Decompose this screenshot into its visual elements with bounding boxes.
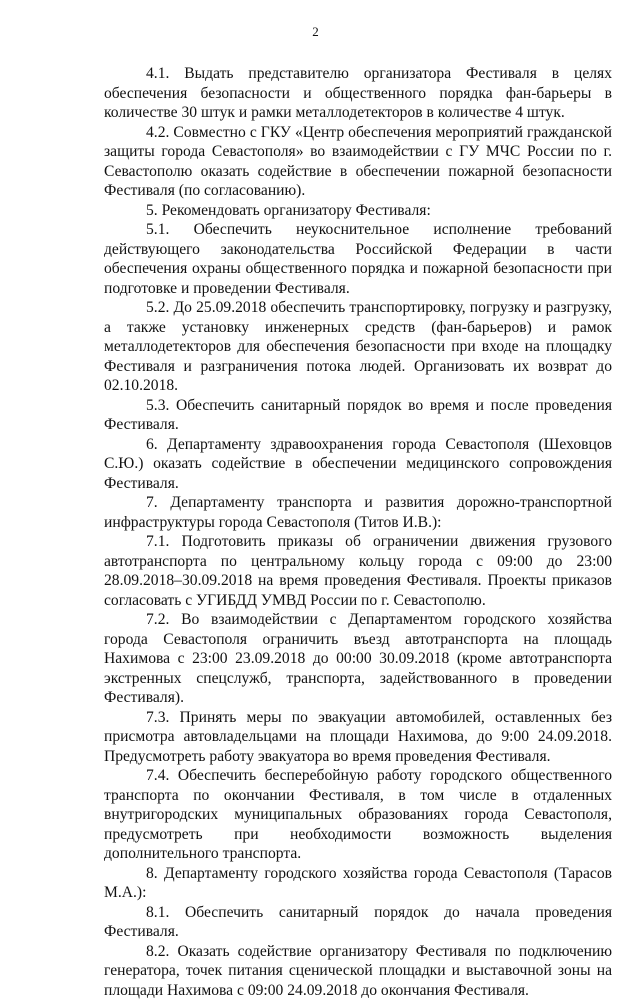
paragraph-6: 6. Департаменту здравоохранения города Севастополя (Шеховцов С.Ю.) оказать содействие в обеспечении медицинского сопровождения Фестиваля. [104, 435, 612, 494]
paragraph-8: 8. Департаменту городского хозяйства города Севастополя (Тарасов М.А.): [104, 864, 612, 903]
paragraph-5-2: 5.2. До 25.09.2018 обеспечить транспортировку, погрузку и разгрузку, а также установку инженерных средств (фан-барьеров) и рамок металлодетекторов для обеспечения безопасности при входе на площадку Фестиваля и разграничения потока людей. Организовать их возврат до 02.10.2018. [104, 298, 612, 396]
paragraph-7-2: 7.2. Во взаимодействии с Департаментом городского хозяйства города Севастополя ограничить въезд автотранспорта на площадь Нахимова с 23:00 23.09.2018 до 00:00 30.09.2018 (кроме автотранспорта экстренных спецслужб, транспорта, задействованного в проведении Фестиваля). [104, 610, 612, 708]
paragraph-4-1: 4.1. Выдать представителю организатора Фестиваля в целях обеспечения безопасности и общественного порядка фан-барьеры в количестве 30 штук и рамки металлодетекторов в количестве 4 штук. [104, 64, 612, 123]
paragraph-7-4: 7.4. Обеспечить бесперебойную работу городского общественного транспорта по окончании Фестиваля, в том числе в отдаленных внутригородских муниципальных образованиях города Севастополя, предусмотреть при необходимости возможность выделения дополнительного транспорта. [104, 766, 612, 864]
paragraph-4-2: 4.2. Совместно с ГКУ «Центр обеспечения мероприятий гражданской защиты города Севастополя» во взаимодействии с ГУ МЧС России по г. Севастополю оказать содействие в обеспечении пожарной безопасности Фестиваля (по согласованию). [104, 123, 612, 201]
paragraph-8-1: 8.1. Обеспечить санитарный порядок до начала проведения Фестиваля. [104, 903, 612, 942]
document-body [104, 64, 612, 1000]
paragraph-8-2: 8.2. Оказать содействие организатору Фестиваля по подключению генератора, точек питания сценической площадки и выставочной зоны на площади Нахимова с 09:00 24.09.2018 до окончания Фестиваля. [104, 942, 612, 1000]
paragraph-7-3: 7.3. Принять меры по эвакуации автомобилей, оставленных без присмотра автовладельцами на площади Нахимова, до 9:00 24.09.2018. Предусмотреть работу эвакуатора во время проведения Фестиваля. [104, 708, 612, 767]
page-number: 2 [0, 24, 631, 40]
paragraph-5-3: 5.3. Обеспечить санитарный порядок во время и после проведения Фестиваля. [104, 396, 612, 435]
paragraph-5-1: 5.1. Обеспечить неукоснительное исполнение требований действующего законодательства Российской Федерации в части обеспечения охраны общественного порядка и пожарной безопасности при подготовке и проведении Фестиваля. [104, 220, 612, 298]
paragraph-7: 7. Департаменту транспорта и развития дорожно-транспортной инфраструктуры города Севастополя (Титов И.В.): [104, 493, 612, 532]
paragraph-7-1: 7.1. Подготовить приказы об ограничении движения грузового автотранспорта по центральному кольцу города с 09:00 до 23:00 28.09.2018–30.09.2018 на время проведения Фестиваля. Проекты приказов согласовать с УГИБДД УМВД России по г. Севастополю. [104, 532, 612, 610]
paragraph-5: 5. Рекомендовать организатору Фестиваля: [104, 201, 612, 221]
